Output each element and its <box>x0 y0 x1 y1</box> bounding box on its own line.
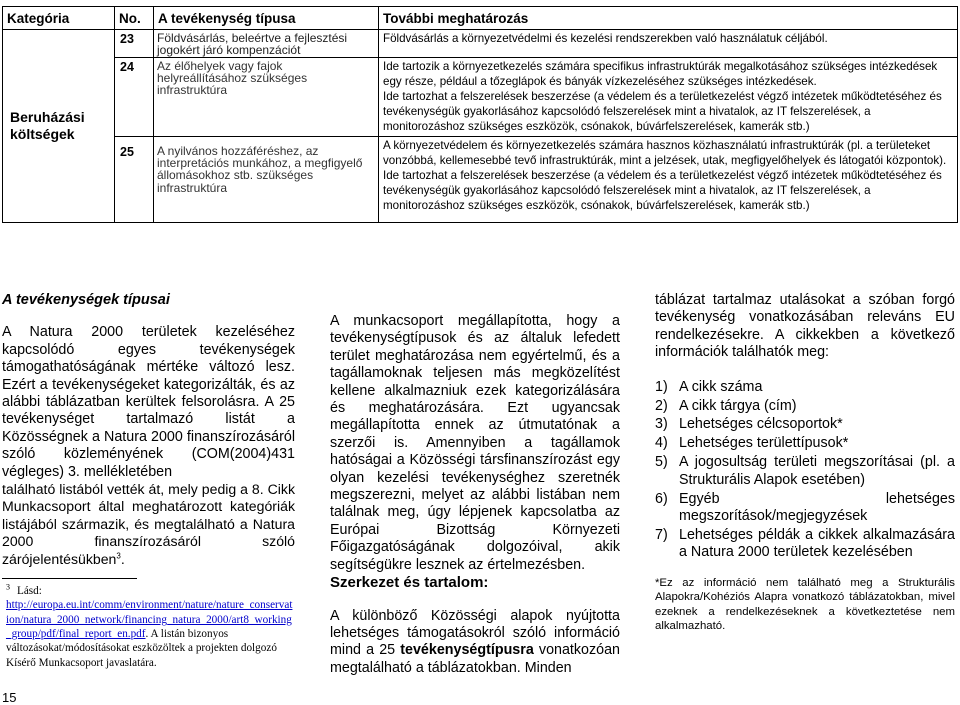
table-row <box>3 137 958 223</box>
body-text: található listából vették át, mely pedig a 8. Cikk Munkacsoport által meghatározott kategóriák listájából származik, és megtalálható a Natura 2000 finanszírozásáról szóló zárójelentésükben <box>2 481 295 567</box>
table-note: *Ez az információ nem található meg a Strukturális Alapokra/Kohéziós Alapra vonatkozó táblázatokban, mivel ezeknek a rendelkezéseknek a következtetése nem alkalmazható. <box>655 576 955 633</box>
description-paragraph: Ide tartozhat a felszerelések beszerzése (a védelem és a területkezelést végző intézetek működtetéséhez és tevékenységük gyakorlásához kapcsolódó felszerelések mint a hivatalok, az IT felszerelések, a monitorozáshoz szükséges eszközök, csónakok, búvárfelszerelések, kamerák stb.) <box>383 90 942 133</box>
column-right <box>655 292 955 634</box>
table-row <box>3 58 958 137</box>
activity-type: Az élőhelyek vagy fajok helyreállításához szükséges infrastruktúra <box>154 58 379 137</box>
description-paragraph: Ide tartozik a környezetkezelés számára specifikus infrastruktúrák megalkotásához szükséges intézkedések egy része, például a tőzeglápok és bányák vízkezeléséhez szükséges intézkedések. <box>383 60 938 88</box>
list-text: A cikk tárgya (cím) <box>679 397 797 414</box>
list-item <box>655 379 955 396</box>
list-item <box>655 527 955 562</box>
activity-description <box>379 137 958 223</box>
row-number: 23 <box>115 30 154 58</box>
row-number: 24 <box>115 58 154 137</box>
header-category: Kategória <box>3 7 115 30</box>
header-activity-type: A tevékenység típusa <box>154 7 379 30</box>
footnote-text: . A listán bizonyos változásokat/módosításokat eszközöltek a projekten dolgozó Kísérő Munkacsoport javaslatára. <box>6 627 277 669</box>
footnote-number: 3 <box>6 582 10 592</box>
page-number: 15 <box>2 690 17 705</box>
section-heading: Szerkezet és tartalom: <box>330 574 489 592</box>
body-text-bold: tevékenységtípusra <box>400 642 534 659</box>
list-number: 1) <box>655 378 668 395</box>
category-cell: Beruházási költségek <box>3 30 115 223</box>
activity-type: A nyilvános hozzáféréshez, az interpretációs munkához, a megfigyelő állomásokhoz stb. szükséges infrastruktúra <box>154 137 379 223</box>
list-text: A jogosultság területi megszorításai (pl. a Strukturális Alapok esetében) <box>679 454 955 488</box>
footnote-separator <box>2 578 137 579</box>
activity-description: Földvásárlás a környezetvédelmi és kezelési rendszerekben való használatuk céljából. <box>379 30 958 58</box>
list-text: Lehetséges célcsoportok* <box>679 416 843 433</box>
footnote-link[interactable]: http://europa.eu.int/comm/environment/nature/nature_conservation/natura_2000_network/financing_natura_2000/art8_working_group/pdf/final_report_en.pdf <box>6 599 293 640</box>
list-item <box>655 491 955 526</box>
list-number: 6) <box>655 490 668 507</box>
list-number: 5) <box>655 454 668 471</box>
list-item <box>655 416 955 433</box>
info-list <box>655 379 955 562</box>
table-row <box>3 30 958 58</box>
list-number: 2) <box>655 397 668 414</box>
row-number: 25 <box>115 137 154 223</box>
activity-table <box>2 6 958 223</box>
list-item <box>655 435 955 452</box>
body-text: A különböző Közösségi alapok nyújtotta lehetséges támogatásokról szóló információ mind a 25 <box>330 607 620 659</box>
description-paragraph: Ide tartozhat a felszerelések beszerzése (a védelem és a területkezelést végző intézetek működtetéséhez és tevékenységük gyakorlásához kapcsolódó felszerelések mint a hivatalok, az IT felszerelések, a monitorozáshoz szükséges eszközök, csónakok, búvárfelszerelések, kamerák stb.) <box>383 169 942 212</box>
list-item <box>655 398 955 415</box>
body-paragraph <box>330 608 620 678</box>
body-paragraph: táblázat tartalmaz utalásokat a szóban forgó tevékenység vonatkozásában releváns EU rendelkezésekre. A cikkekben a következő információk találhatók meg: <box>655 292 955 361</box>
footnote-label: Lásd: <box>17 585 42 598</box>
activity-type: Földvásárlás, beleértve a fejlesztési jogokért járó kompenzációt <box>154 30 379 58</box>
body-paragraph: A munkacsoport megállapította, hogy a tevékenységtípusok és az általuk lefedett terület meghatározása nem egyértelmű, és a tagállamoknak teljesen más megközelítést kellene alkalmazniuk ezek kategorizálására és meghatározására. Ezt ugyancsak megállapította ennek az útmutatónak a szerzői is. Amennyiben a tagállamok hatóságai a Közösségi társfinanszírozást egy olyan kezelési tevékenységhez szeretnék megszerezni, melyet az alábbi listában nem találnak meg, úgy lépjenek kapcsolatba az Európai Bizottság Környezeti Főigazgatóságának dolgozóival, akik segítségükre lesznek az értelmezésben. <box>330 313 620 573</box>
list-number: 3) <box>655 416 668 433</box>
list-text: Lehetséges területtípusok* <box>679 435 849 452</box>
list-number: 4) <box>655 435 668 452</box>
body-text: . <box>120 550 125 567</box>
column-left <box>2 292 295 670</box>
footnote <box>2 584 295 670</box>
body-paragraph: A Natura 2000 területek kezeléséhez kapcsolódó egyes tevékenységek támogathatóságának mértéke változó lesz. Ezért a tevékenységeket kategorizálták, és az alábbi táblázatban kerültek felsorolásra. A 25 tevékenységet tartalmazó listát a Közösségnek a Natura 2000 finanszírozásáról szóló közleményének (COM(2004)431 végleges) 3. mellékletében <box>2 324 295 480</box>
table-header-row <box>3 7 958 30</box>
description-paragraph: A környezetvédelem és környezetkezelés számára hasznos közhasználatú infrastruktúrák (pl. a területeket vonzóbbá, kellemesebbé tevő infrastruktúrák, mint a jelzések, utak, megfigyelőhelyek és látogatói központok). <box>383 139 947 167</box>
section-heading: A tevékenységek típusai <box>2 292 170 308</box>
body-text: vonatkozóan megtalálható a táblázatokban. Minden <box>330 642 620 676</box>
list-number: 7) <box>655 526 668 543</box>
list-text: Lehetséges példák a cikkek alkalmazására a Natura 2000 területek kezelésében <box>679 526 955 561</box>
list-text: A cikk száma <box>679 378 763 395</box>
list-item <box>655 454 955 489</box>
header-no: No. <box>115 7 154 30</box>
body-paragraph <box>2 481 295 568</box>
header-further-definition: További meghatározás <box>379 7 958 30</box>
column-middle <box>330 313 620 677</box>
footnote-ref[interactable]: 3 <box>116 551 121 560</box>
activity-description <box>379 58 958 137</box>
list-text: Egyéb lehetséges megszorítások/megjegyzések <box>679 490 955 524</box>
